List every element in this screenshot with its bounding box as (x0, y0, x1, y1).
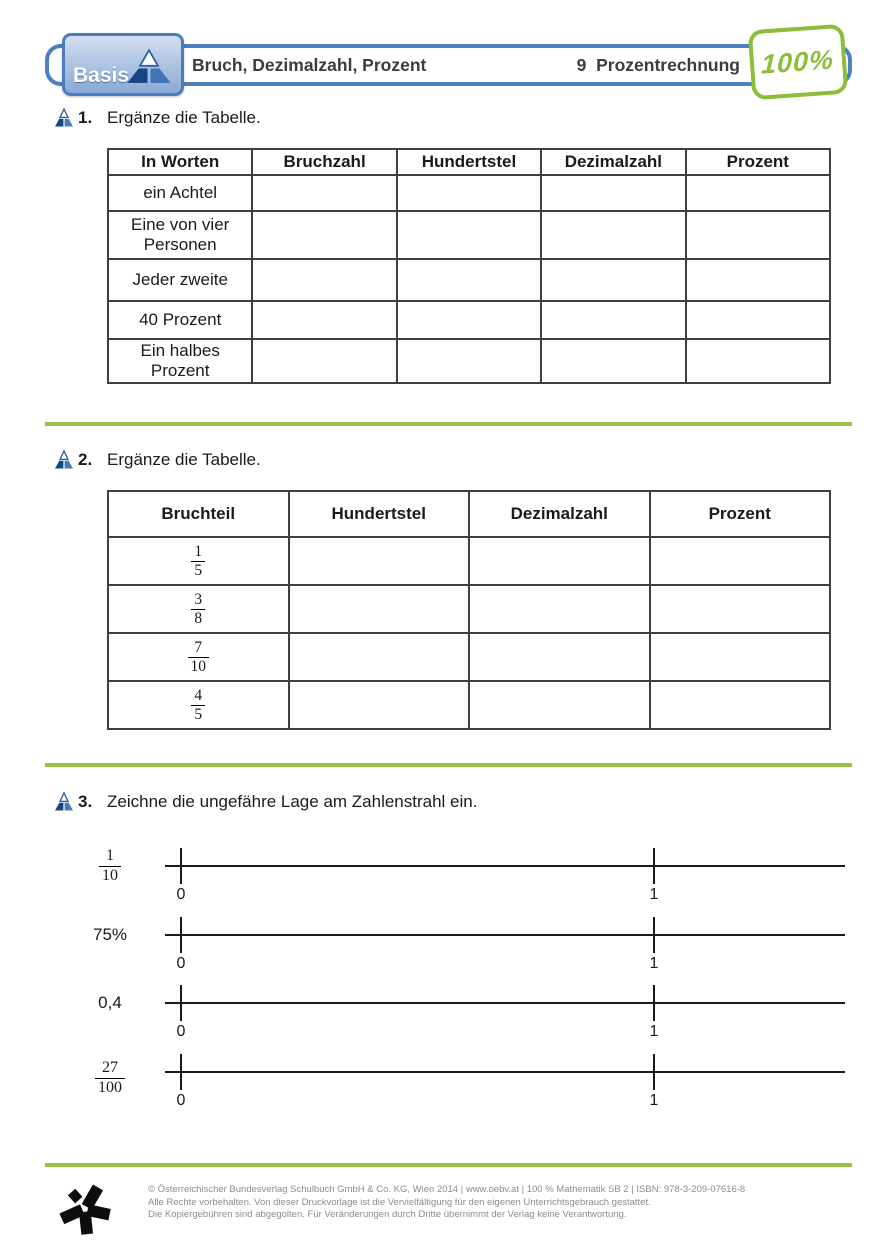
table2-empty-cell (289, 585, 470, 633)
table1-header: In Worten (108, 149, 252, 175)
task3-number: 3. (78, 792, 93, 811)
table1-empty-cell (686, 339, 830, 383)
table1-empty-cell (252, 211, 396, 259)
footer-divider (45, 1163, 852, 1167)
table1-empty-cell (541, 175, 685, 211)
table1-empty-cell (397, 259, 541, 301)
tick-one (653, 1054, 655, 1090)
tick-label-one: 1 (649, 886, 659, 903)
table1-empty-cell (397, 301, 541, 339)
numberline (165, 865, 845, 867)
task3-instruction: Zeichne die ungefähre Lage am Zahlenstrahl ein. (107, 792, 478, 811)
tick-label-one: 1 (649, 955, 659, 972)
table1-empty-cell (686, 211, 830, 259)
hundred-percent-label: 100% (761, 43, 835, 80)
numberline-row (0, 900, 890, 970)
tick-zero (180, 1054, 182, 1090)
fraction: $\frac{1}{10}$ (99, 847, 121, 885)
fraction: $\frac{7}{10}$ (188, 639, 210, 676)
copyright-line: © Österreichischer Bundesverlag Schulbuch GmbH & Co. KG, Wien 2014 | www.oebv.at | 100 % Mathematik SB 2 | ISBN: 978-3-209-07616-8 (148, 1184, 746, 1195)
table1-header: Dezimalzahl (541, 149, 685, 175)
table1-word-cell: Jeder zweite (108, 259, 252, 301)
tick-label-zero: 0 (176, 1023, 186, 1040)
table2-header: Dezimalzahl (469, 491, 650, 537)
table2-header-row (108, 491, 830, 537)
task1-instruction: Ergänze die Tabelle. (107, 108, 261, 127)
table1-empty-cell (397, 339, 541, 383)
table1-header-row (108, 149, 830, 175)
numberline-row (0, 968, 890, 1038)
table2-empty-cell (650, 681, 831, 729)
fraction-cell (108, 681, 289, 729)
tick-zero (180, 917, 182, 953)
table2-empty-cell (289, 681, 470, 729)
fraction: $\frac{27}{100}$ (95, 1059, 125, 1097)
table1-empty-cell (686, 259, 830, 301)
fraction: $\frac{4}{5}$ (191, 687, 205, 724)
tick-one (653, 985, 655, 1021)
tick-zero (180, 848, 182, 884)
numberline-label: 0,4 (98, 993, 122, 1012)
table1-header: Bruchzahl (252, 149, 396, 175)
table1-empty-cell (686, 175, 830, 211)
section-divider (45, 422, 852, 426)
fraction-cell (108, 633, 289, 681)
basis-label: Basis (73, 64, 130, 87)
table1-word-cell: Ein halbes Prozent (108, 339, 252, 383)
table2-empty-cell (650, 537, 831, 585)
numberline (165, 1002, 845, 1004)
hundred-percent-badge (748, 24, 849, 101)
section-divider (45, 763, 852, 767)
numberline-label (76, 1055, 144, 1101)
table-row (108, 681, 830, 729)
table1-empty-cell (541, 301, 685, 339)
tick-label-one: 1 (649, 1092, 659, 1109)
numberline-row (0, 1037, 890, 1107)
table-row (108, 633, 830, 681)
table1-word-cell: 40 Prozent (108, 301, 252, 339)
tick-label-zero: 0 (176, 886, 186, 903)
numberline-label: 75% (92, 925, 128, 944)
oebv-asterisk-icon (58, 1180, 112, 1238)
copyright-line: Alle Rechte vorbehalten. Von dieser Druckvorlage ist die Vervielfältigung für den eigenen Unterrichtsgebrauch gestattet. (148, 1196, 651, 1208)
table-row (108, 301, 830, 339)
task2-number: 2. (78, 450, 93, 469)
table1-empty-cell (541, 259, 685, 301)
table2-header: Hundertstel (289, 491, 470, 537)
copyright-block (148, 1184, 788, 1222)
tick-one (653, 917, 655, 953)
tick-label-zero: 0 (176, 955, 186, 972)
numberline (165, 1071, 845, 1073)
pyramid-icon (52, 108, 76, 128)
numberline-row (0, 831, 890, 901)
table1-empty-cell (397, 211, 541, 259)
table-row (108, 259, 830, 301)
table1-empty-cell (252, 301, 396, 339)
table1-empty-cell (252, 175, 396, 211)
tick-label-one: 1 (649, 1023, 659, 1040)
table1-word-cell: ein Achtel (108, 175, 252, 211)
numberline (165, 934, 845, 936)
table-row (108, 537, 830, 585)
table-1 (107, 148, 831, 384)
table2-empty-cell (469, 537, 650, 585)
table2-empty-cell (289, 633, 470, 681)
table-2 (107, 490, 831, 730)
table2-empty-cell (650, 585, 831, 633)
task2-instruction: Ergänze die Tabelle. (107, 450, 261, 469)
table1-header: Prozent (686, 149, 830, 175)
table2-empty-cell (289, 537, 470, 585)
table1-empty-cell (252, 339, 396, 383)
table-row (108, 175, 830, 211)
chapter-title: 9 Prozentrechnung (576, 55, 740, 75)
table2-empty-cell (469, 585, 650, 633)
table1-word-cell: Eine von vier Personen (108, 211, 252, 259)
numberline-label (76, 843, 144, 889)
table2-header: Prozent (650, 491, 831, 537)
pyramid-icon (52, 792, 76, 812)
fraction-cell (108, 585, 289, 633)
pyramid-icon (52, 450, 76, 470)
tick-one (653, 848, 655, 884)
table2-empty-cell (650, 633, 831, 681)
table2-empty-cell (469, 633, 650, 681)
table-row (108, 585, 830, 633)
fraction-cell (108, 537, 289, 585)
fraction: $\frac{1}{5}$ (191, 543, 205, 580)
task1-number: 1. (78, 108, 93, 127)
page-title: Bruch, Dezimalzahl, Prozent (192, 55, 427, 75)
table-row (108, 211, 830, 259)
fraction: $\frac{3}{8}$ (191, 591, 205, 628)
table-row (108, 339, 830, 383)
table1-empty-cell (686, 301, 830, 339)
copyright-line: Die Kopiergebühren sind abgegolten. Für Veränderungen durch Dritte übernimmt der Verlag keine Verantwortung. (148, 1209, 627, 1220)
table2-header: Bruchteil (108, 491, 289, 537)
table1-empty-cell (541, 211, 685, 259)
table1-header: Hundertstel (397, 149, 541, 175)
tick-label-zero: 0 (176, 1092, 186, 1109)
table1-empty-cell (252, 259, 396, 301)
table1-empty-cell (541, 339, 685, 383)
basis-badge (62, 33, 184, 96)
table1-empty-cell (397, 175, 541, 211)
tick-zero (180, 985, 182, 1021)
table2-empty-cell (469, 681, 650, 729)
